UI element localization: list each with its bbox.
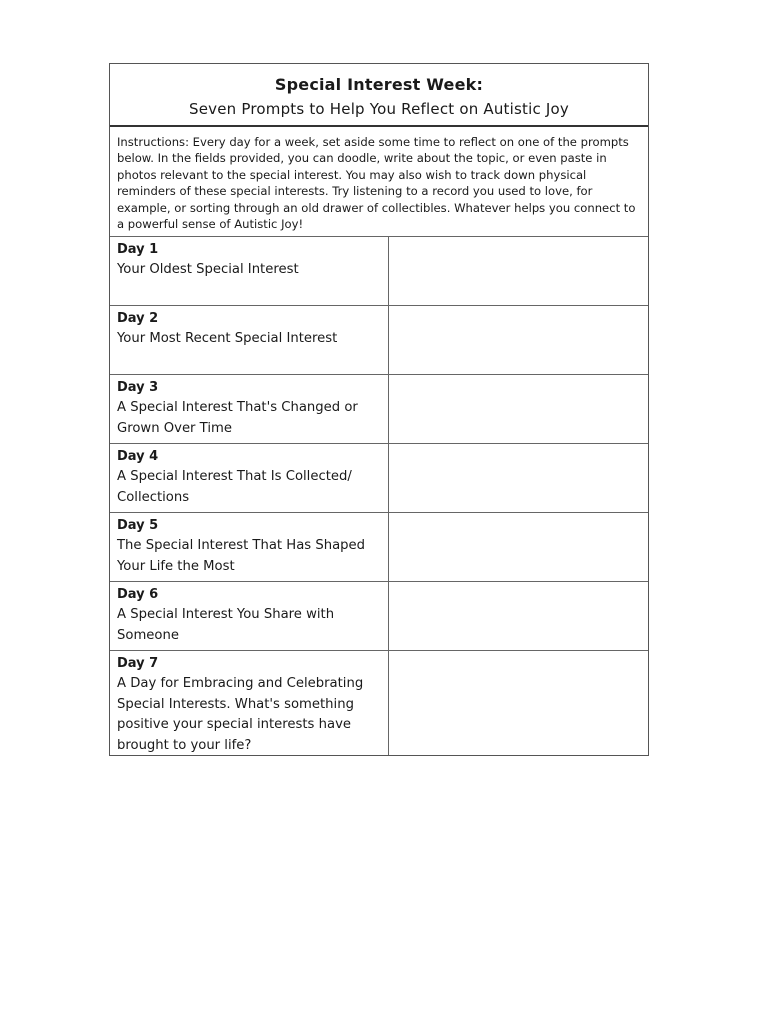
- day-prompt-cell: [110, 237, 389, 305]
- day-prompt-cell: [110, 513, 389, 581]
- instructions-text: Instructions: Every day for a week, set aside some time to reflect on one of the prompts below. In the fields provided, you can doodle, write about the topic, or even paste in photos relevant to the special interest. You may also wish to track down physical reminders of these special interests. Try listening to a record you used to love, for example, or sorting through an old drawer of collectibles. Whatever helps you connect to a powerful sense of Autistic Joy!: [110, 127, 648, 237]
- day-answer-field[interactable]: [389, 444, 648, 512]
- day-answer-field[interactable]: [389, 651, 648, 755]
- day-prompt: Your Most Recent Special Interest: [117, 331, 338, 346]
- worksheet-title: Special Interest Week:: [274, 75, 484, 94]
- day-prompt: The Special Interest That Has Shaped Your Life the Most: [117, 538, 366, 574]
- day-prompt: A Special Interest That Is Collected/ Collections: [117, 469, 352, 505]
- day-label: Day 7: [117, 656, 159, 671]
- day-answer-field[interactable]: [389, 513, 648, 581]
- day-row-7: [110, 651, 648, 755]
- day-prompt-cell: [110, 375, 389, 443]
- day-prompt-cell: [110, 582, 389, 650]
- day-row-5: [110, 513, 648, 582]
- day-label: Day 2: [117, 311, 159, 326]
- day-label: Day 1: [117, 242, 159, 257]
- day-row-2: [110, 306, 648, 375]
- day-label: Day 5: [117, 518, 159, 533]
- day-prompt: Your Oldest Special Interest: [117, 262, 299, 277]
- day-row-6: [110, 582, 648, 651]
- worksheet: [109, 63, 649, 756]
- worksheet-header: [110, 64, 648, 127]
- day-row-3: [110, 375, 648, 444]
- day-answer-field[interactable]: [389, 582, 648, 650]
- day-prompt: A Special Interest That's Changed or Grown Over Time: [117, 400, 358, 436]
- worksheet-subtitle: Seven Prompts to Help You Reflect on Autistic Joy: [189, 100, 569, 118]
- day-prompt: A Day for Embracing and Celebrating Special Interests. What's something positive your special interests have brought to your life?: [117, 676, 364, 753]
- day-prompt-cell: [110, 444, 389, 512]
- day-row-4: [110, 444, 648, 513]
- day-prompt-cell: [110, 306, 389, 374]
- day-answer-field[interactable]: [389, 306, 648, 374]
- day-row-1: [110, 237, 648, 306]
- day-label: Day 6: [117, 587, 159, 602]
- day-label: Day 4: [117, 449, 159, 464]
- day-answer-field[interactable]: [389, 375, 648, 443]
- day-answer-field[interactable]: [389, 237, 648, 305]
- day-prompt: A Special Interest You Share with Someone: [117, 607, 335, 643]
- day-prompt-cell: [110, 651, 389, 755]
- day-label: Day 3: [117, 380, 159, 395]
